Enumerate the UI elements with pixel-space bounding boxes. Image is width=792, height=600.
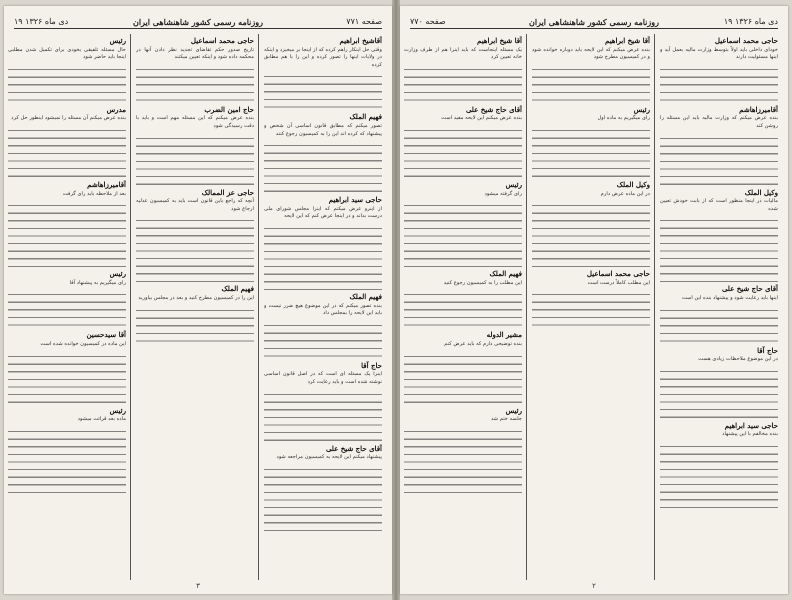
speaker-name: حاج امین الضرب — [204, 104, 254, 114]
text-block — [660, 216, 778, 282]
speaker-name: آقای حاج شیخ علی — [465, 104, 522, 114]
text-block — [136, 134, 254, 186]
column — [264, 34, 382, 580]
speaker-name: آقا سیدحسین — [86, 330, 126, 340]
paragraph: تاریخ صدور حکم تقاضای تجدید نظر دادن آنها در محکمه داده شود و اینکه تعیین میکنند — [136, 46, 254, 61]
text-block — [8, 201, 126, 267]
header-page-number: صفحه ۷۷۱ — [346, 17, 382, 26]
paragraph: رای میگیریم به پیشنهاد آقا — [69, 279, 126, 286]
text-block — [264, 465, 382, 531]
text-block — [532, 65, 650, 103]
column-divider — [654, 34, 655, 580]
paragraph: بنده تصور میکنم که در این موضوع هیچ ضرر نیست و باید این لایحه را بمجلس داد — [264, 302, 382, 317]
paragraph: بنده عرض میکنم که این لایحه باید دوباره خوانده شود و در کمیسیون مطرح شود — [532, 46, 650, 61]
paragraph: پیشنهاد میکنم این لایحه به کمیسیون مراجعه شود — [276, 454, 382, 461]
paragraph: این مطلب را به کمیسیون رجوع کنید — [443, 279, 522, 286]
speaker-name: فهیم الملک — [349, 291, 382, 301]
text-block — [532, 126, 650, 178]
page-header — [14, 16, 382, 29]
text-block — [660, 442, 778, 508]
paragraph: بنده عرض میکنم این لایحه مفید است — [441, 115, 522, 122]
page-header — [410, 16, 778, 29]
speaker-name: رئیس — [109, 36, 126, 45]
speaker-name: فهیم الملک — [221, 284, 254, 294]
paragraph: این ماده در کمیسیون خوانده شده است — [40, 340, 126, 347]
text-block — [264, 141, 382, 193]
paragraph: بنده عرض میکنم که وزارت مالیه باید این مسئله را روشن کند — [660, 115, 778, 129]
text-block — [136, 306, 254, 344]
column-divider — [130, 34, 131, 580]
speaker-name: حاجی محمد اسماعیل — [714, 36, 778, 45]
header-page-number: صفحه ۷۷۰ — [410, 17, 446, 26]
text-block — [8, 290, 126, 328]
speaker-name: آقا شیخ ابراهیم — [477, 36, 522, 45]
paragraph: بنده عرض میکنم آن مسئله را نمیشود اینطور حل کرد — [11, 115, 126, 122]
speaker-name: رئیس — [505, 179, 522, 189]
book-gutter — [392, 0, 400, 600]
paragraph: تصور میکنم که مطابق قانون اساسی آن شخص و پیشنهاد که کرده اند این را به کمیسیون رجوع کنند — [264, 122, 382, 137]
paragraph: این مطلب کاملاً درست است — [587, 279, 650, 286]
paragraph: این را در کمیسیون مطرح کنید و بعد در مجلس بیاورید — [138, 294, 254, 301]
speaker-name: وکیل الملک — [616, 179, 650, 189]
text-block — [660, 65, 778, 103]
speaker-name: وکیل الملک — [744, 187, 778, 197]
text-block — [660, 134, 778, 186]
paragraph: اینرا یک مسئله ای است که در اصل قانون اساسی نوشته شده است و باید رعایت کرد — [264, 371, 382, 385]
text-block — [264, 72, 382, 110]
speaker-name: آقا شیخ ابراهیم — [605, 36, 650, 45]
footer-page-number: ۳ — [196, 582, 200, 590]
footer-page-number: ۲ — [592, 582, 596, 590]
paragraph: بنده عرض میکنم که این مسئله مهم است و باید با دقت رسیدگی شود — [136, 115, 254, 129]
speaker-name: رئیس — [633, 104, 650, 114]
speaker-name: رئیس — [505, 405, 522, 415]
column — [660, 34, 778, 580]
speaker-name: آقامیرزاهاشم — [739, 104, 778, 114]
speaker-name: آقای حاج شیخ علی — [325, 443, 382, 453]
text-block — [660, 306, 778, 344]
text-block — [264, 321, 382, 359]
paragraph: وقتی حل اینکار راهم کرده که از اینجا بر میخیزد و اینکه در ولایات اینها را تصور کرده و این را با هم مطابق کرده — [264, 46, 382, 68]
paragraph: رای گرفته میشود — [484, 190, 522, 197]
speaker-name: فهیم الملک — [349, 112, 382, 122]
paragraph: از اینرو عرض میکنم که اینرا مجلس شورای ملی درست بداند و در اینجا عرض کنم که این لایحه — [264, 205, 382, 220]
column-divider — [526, 34, 527, 580]
text-block — [8, 352, 126, 404]
paragraph: آنچه که راجع باین قانون است باید به کمیسیون عدلیه ارجاع شود — [136, 198, 254, 212]
paragraph: اینها باید رعایت شود و پیشنهاد بنده این است — [681, 294, 778, 301]
text-block — [532, 290, 650, 328]
text-block — [404, 201, 522, 267]
header-title: روزنامه رسمی کشور شاهنشاهی ایران — [133, 17, 263, 27]
column — [8, 34, 126, 580]
speaker-name: رئیس — [109, 269, 126, 279]
speaker-name: حاجی سید ابراهیم — [724, 420, 778, 430]
text-block — [404, 290, 522, 328]
text-block — [8, 65, 126, 103]
paragraph: بعد از ملاحظه باید رای گرفت — [62, 190, 126, 197]
header-date: ۱۹ دی ماه ۱۳۲۶ — [14, 17, 69, 26]
paragraph: مالیات در اینجا منظور است که از بابت خودش تعیین شده — [660, 198, 778, 212]
text-block — [404, 427, 522, 493]
text-columns — [8, 34, 382, 580]
paragraph: خودای داخلی باید اولاً بتوسط وزارت مالیه بعمل آید و اینها مسئولیت دارند — [660, 46, 778, 61]
column — [532, 34, 650, 580]
header-date: ۱۹ دی ماه ۱۳۲۶ — [723, 17, 778, 26]
paragraph: یک مسئله اینجاست که باید اینرا هم از طرف وزارت خانه تعیین کرد — [404, 46, 522, 61]
paragraph: بنده توضیحی دارم که باید عرض کنم — [444, 340, 522, 347]
paragraph: در این ماده عرض دارم — [600, 190, 650, 197]
paragraph: جلسه ختم شد — [491, 416, 522, 423]
paragraph: ماده بعد قرائت میشود — [77, 416, 126, 423]
speaker-name: آقامیرزاهاشم — [87, 179, 126, 189]
paragraph: در این موضوع ملاحظات زیادی هست — [698, 356, 778, 363]
speaker-name: حاجی محمد اسماعیل — [190, 36, 254, 45]
text-block — [404, 352, 522, 404]
right-page — [400, 6, 788, 594]
text-block — [136, 216, 254, 282]
header-title: روزنامه رسمی کشور شاهنشاهی ایران — [529, 17, 659, 27]
text-block — [8, 126, 126, 178]
left-page — [4, 6, 392, 594]
column-divider — [258, 34, 259, 580]
text-block — [532, 201, 650, 267]
text-block — [660, 367, 778, 419]
speaker-name: رئیس — [109, 405, 126, 415]
text-columns — [404, 34, 778, 580]
column — [404, 34, 522, 580]
speaker-name: حاجی عز الممالک — [201, 187, 254, 197]
paragraph: بنده مخالفم با این پیشنهاد — [722, 431, 778, 438]
text-block — [404, 126, 522, 178]
speaker-name: حاج آقا — [361, 360, 382, 370]
paragraph: حال مسئله تلفیقی بخودی برای تکمیل شدن مطلبی اینجا باید حاضر شود — [8, 46, 126, 61]
text-block — [264, 224, 382, 290]
speaker-name: مشیر الدوله — [486, 330, 522, 340]
text-block — [8, 427, 126, 493]
text-block — [136, 65, 254, 103]
speaker-name: حاجی محمد اسماعیل — [586, 269, 650, 279]
text-block — [264, 390, 382, 442]
speaker-name: مدرس — [106, 104, 126, 114]
speaker-name: حاجی سید ابراهیم — [328, 195, 382, 205]
speaker-name: فهیم الملک — [489, 269, 522, 279]
column — [136, 34, 254, 580]
paragraph: رای میگیریم به ماده اول — [597, 115, 650, 122]
text-block — [404, 65, 522, 103]
speaker-name: حاج آقا — [757, 345, 778, 355]
speaker-name: آقاشیخ ابراهیم — [339, 36, 382, 45]
speaker-name: آقای حاج شیخ علی — [721, 284, 778, 294]
